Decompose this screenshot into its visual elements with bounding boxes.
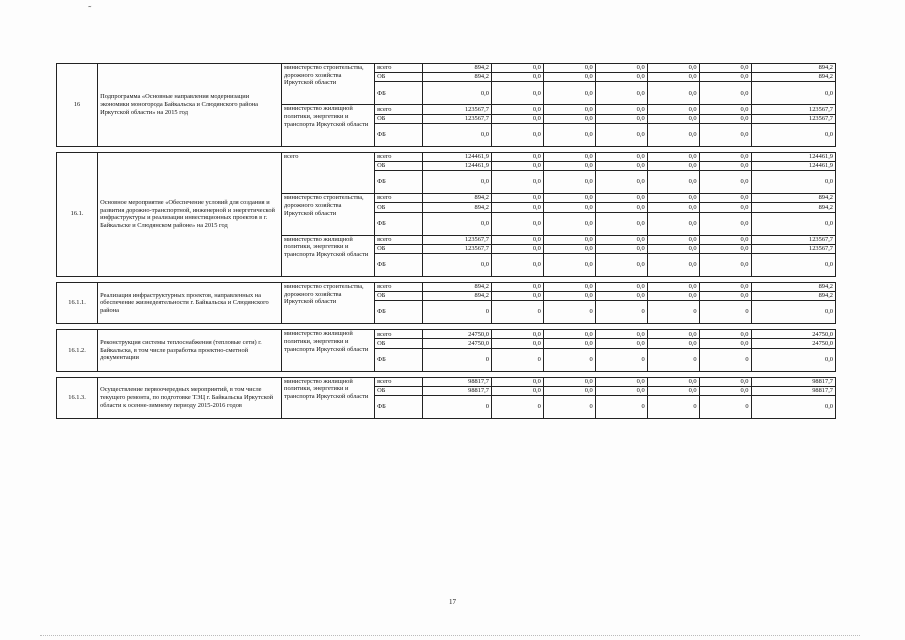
amount-cell: 24750,0	[751, 339, 835, 348]
amount-cell: 0,0	[595, 339, 647, 348]
amount-cell: 0,0	[699, 330, 751, 339]
funding-source: ФБ	[375, 253, 423, 276]
amount-cell: 0	[543, 301, 595, 324]
amount-cell: 0,0	[491, 82, 543, 105]
amount-cell: 0,0	[422, 212, 491, 235]
amount-cell: 0,0	[543, 152, 595, 161]
amount-cell: 0,0	[543, 105, 595, 114]
row-code: 16.1.3.	[57, 377, 98, 418]
amount-cell: 0,0	[699, 212, 751, 235]
amount-cell: 0,0	[647, 105, 699, 114]
amount-cell: 0,0	[491, 377, 543, 386]
executor: министерство жилищной политики, энергетики и транспорта Иркутской области	[282, 330, 375, 371]
amount-cell: 124461,9	[422, 161, 491, 170]
amount-cell: 0	[491, 301, 543, 324]
amount-cell: 124461,9	[751, 152, 835, 161]
amount-cell: 123567,7	[751, 235, 835, 244]
amount-cell: 0,0	[647, 244, 699, 253]
amount-cell: 894,2	[751, 64, 835, 73]
amount-cell: 0	[491, 396, 543, 419]
row-code: 16	[57, 64, 98, 147]
amount-cell: 0,0	[647, 64, 699, 73]
amount-cell: 0,0	[647, 212, 699, 235]
amount-cell: 0,0	[543, 377, 595, 386]
row-code: 16.1.	[57, 152, 98, 276]
amount-cell: 0,0	[699, 73, 751, 82]
funding-source: ОБ	[375, 292, 423, 301]
amount-cell: 124461,9	[422, 152, 491, 161]
amount-cell: 894,2	[422, 292, 491, 301]
amount-cell: 123567,7	[751, 244, 835, 253]
amount-cell: 0,0	[647, 377, 699, 386]
amount-cell: 0	[422, 301, 491, 324]
executor: министерство строительства, дорожного хозяйства Иркутской области	[282, 64, 375, 105]
amount-cell: 894,2	[422, 64, 491, 73]
amount-cell: 0	[699, 348, 751, 371]
executor: министерство строительства, дорожного хозяйства Иркутской области	[282, 194, 375, 235]
amount-cell: 98817,7	[751, 377, 835, 386]
amount-cell: 98817,7	[422, 386, 491, 395]
amount-cell: 0	[647, 396, 699, 419]
amount-cell: 894,2	[751, 203, 835, 212]
table-row	[57, 282, 836, 291]
executor: министерство жилищной политики, энергетики и транспорта Иркутской области	[282, 105, 375, 146]
table-row	[57, 64, 836, 73]
amount-cell: 0,0	[491, 73, 543, 82]
amount-cell: 0,0	[699, 377, 751, 386]
amount-cell: 0,0	[699, 64, 751, 73]
amount-cell: 123567,7	[422, 114, 491, 123]
amount-cell: 0,0	[491, 114, 543, 123]
amount-cell: 894,2	[751, 194, 835, 203]
amount-cell: 24750,0	[422, 339, 491, 348]
amount-cell: 0,0	[543, 212, 595, 235]
amount-cell: 0,0	[699, 244, 751, 253]
amount-cell: 0,0	[647, 282, 699, 291]
amount-cell: 0,0	[491, 386, 543, 395]
funding-source: ОБ	[375, 339, 423, 348]
amount-cell: 0,0	[491, 339, 543, 348]
amount-cell: 0,0	[647, 171, 699, 194]
amount-cell: 894,2	[422, 73, 491, 82]
amount-cell: 0,0	[491, 123, 543, 146]
amount-cell: 0,0	[422, 82, 491, 105]
amount-cell: 0,0	[491, 212, 543, 235]
amount-cell: 0,0	[491, 105, 543, 114]
amount-cell: 0,0	[751, 171, 835, 194]
table-row	[57, 330, 836, 339]
row-name: Подпрограмма «Основные направления модернизации экономики моногорода Байкальска и Слюдянского района Иркутской области» на 2015 год	[98, 64, 282, 147]
amount-cell: 0,0	[491, 282, 543, 291]
amount-cell: 0,0	[699, 152, 751, 161]
amount-cell: 0,0	[595, 235, 647, 244]
amount-cell: 0,0	[422, 123, 491, 146]
amount-cell: 0,0	[751, 301, 835, 324]
row-name: Осуществление первоочередных мероприятий, в том числе текущего ремонта, по подготовке ТЭЦ г. Байкальска Иркутской области к осенне-зимнему периоду 2015-2016 годов	[98, 377, 282, 418]
amount-cell: 0	[491, 348, 543, 371]
amount-cell: 0,0	[595, 161, 647, 170]
amount-cell: 0,0	[751, 348, 835, 371]
amount-cell: 0,0	[491, 292, 543, 301]
amount-cell: 0	[699, 301, 751, 324]
funding-source: ОБ	[375, 161, 423, 170]
amount-cell: 0,0	[595, 282, 647, 291]
amount-cell: 0,0	[699, 292, 751, 301]
amount-cell: 0	[422, 396, 491, 419]
amount-cell: 0,0	[595, 171, 647, 194]
amount-cell: 0,0	[595, 330, 647, 339]
funding-source: ОБ	[375, 244, 423, 253]
amount-cell: 0,0	[647, 386, 699, 395]
amount-cell: 0,0	[543, 330, 595, 339]
amount-cell: 0	[699, 396, 751, 419]
funding-source: ФБ	[375, 82, 423, 105]
funding-source: всего	[375, 282, 423, 291]
amount-cell: 0,0	[491, 253, 543, 276]
amount-cell: 894,2	[751, 73, 835, 82]
amount-cell: 0	[595, 301, 647, 324]
amount-cell: 0,0	[491, 235, 543, 244]
amount-cell: 0,0	[595, 253, 647, 276]
executor: министерство строительства, дорожного хозяйства Иркутской области	[282, 282, 375, 323]
amount-cell: 0,0	[647, 235, 699, 244]
amount-cell: 0,0	[699, 114, 751, 123]
amount-cell: 0,0	[751, 212, 835, 235]
funding-source: всего	[375, 64, 423, 73]
amount-cell: 0	[422, 348, 491, 371]
amount-cell: 0,0	[543, 82, 595, 105]
amount-cell: 0,0	[595, 292, 647, 301]
amount-cell: 123567,7	[422, 105, 491, 114]
row-name: Реконструкция системы теплоснабжения (тепловые сети) г. Байкальска, в том числе разработка проектно-сметной документации	[98, 330, 282, 371]
amount-cell: 24750,0	[751, 330, 835, 339]
amount-cell: 0,0	[699, 339, 751, 348]
amount-cell: 0,0	[491, 64, 543, 73]
amount-cell: 0,0	[751, 123, 835, 146]
amount-cell: 0,0	[543, 244, 595, 253]
amount-cell: 0,0	[751, 253, 835, 276]
amount-cell: 0,0	[595, 64, 647, 73]
funding-source: всего	[375, 194, 423, 203]
amount-cell: 0,0	[647, 114, 699, 123]
page-number: 17	[449, 598, 456, 606]
amount-cell: 0,0	[647, 82, 699, 105]
amount-cell: 0,0	[595, 194, 647, 203]
amount-cell: 0,0	[751, 82, 835, 105]
amount-cell: 0,0	[595, 152, 647, 161]
row-name: Реализация инфраструктурных проектов, направленных на обеспечение жизнедеятельности г. Байкальска и Слюдянского района	[98, 282, 282, 323]
amount-cell: 0,0	[543, 161, 595, 170]
amount-cell: 0,0	[699, 171, 751, 194]
amount-cell: 0,0	[543, 282, 595, 291]
amount-cell: 0,0	[543, 194, 595, 203]
amount-cell: 0,0	[543, 386, 595, 395]
amount-cell: 0,0	[699, 194, 751, 203]
amount-cell: 123567,7	[751, 105, 835, 114]
amount-cell: 0,0	[595, 203, 647, 212]
amount-cell: 0,0	[699, 235, 751, 244]
amount-cell: 123567,7	[422, 235, 491, 244]
amount-cell: 0,0	[595, 244, 647, 253]
amount-cell: 123567,7	[751, 114, 835, 123]
amount-cell: 0,0	[647, 194, 699, 203]
amount-cell: 0,0	[647, 292, 699, 301]
amount-cell: 0,0	[647, 152, 699, 161]
funding-source: всего	[375, 105, 423, 114]
amount-cell: 0,0	[699, 161, 751, 170]
amount-cell: 894,2	[422, 282, 491, 291]
funding-source: ФБ	[375, 396, 423, 419]
executor: всего	[282, 152, 375, 193]
funding-source: ФБ	[375, 171, 423, 194]
funding-source: ФБ	[375, 212, 423, 235]
funding-source: ОБ	[375, 73, 423, 82]
budget-table	[56, 63, 836, 419]
amount-cell: 0,0	[647, 123, 699, 146]
amount-cell: 0,0	[647, 161, 699, 170]
amount-cell: 0,0	[491, 152, 543, 161]
funding-source: ОБ	[375, 114, 423, 123]
funding-source: ОБ	[375, 203, 423, 212]
amount-cell: 894,2	[751, 292, 835, 301]
amount-cell: 0,0	[543, 171, 595, 194]
amount-cell: 24750,0	[422, 330, 491, 339]
amount-cell: 0	[647, 301, 699, 324]
amount-cell: 0,0	[595, 123, 647, 146]
amount-cell: 0,0	[595, 114, 647, 123]
amount-cell: 0,0	[491, 330, 543, 339]
funding-source: ФБ	[375, 301, 423, 324]
amount-cell: 0,0	[647, 73, 699, 82]
amount-cell: 0,0	[422, 253, 491, 276]
table-row	[57, 377, 836, 386]
amount-cell: 0,0	[543, 203, 595, 212]
amount-cell: 0,0	[699, 386, 751, 395]
amount-cell: 0,0	[595, 386, 647, 395]
amount-cell: 124461,9	[751, 161, 835, 170]
amount-cell: 0,0	[491, 194, 543, 203]
amount-cell: 0,0	[595, 105, 647, 114]
amount-cell: 0	[595, 348, 647, 371]
scan-edge-noise	[40, 631, 860, 636]
amount-cell: 0,0	[491, 171, 543, 194]
amount-cell: 0,0	[699, 282, 751, 291]
amount-cell: 0,0	[543, 123, 595, 146]
amount-cell: 0,0	[595, 73, 647, 82]
amount-cell: 123567,7	[422, 244, 491, 253]
funding-source: ФБ	[375, 123, 423, 146]
executor: министерство жилищной политики, энергетики и транспорта Иркутской области	[282, 235, 375, 276]
amount-cell: 98817,7	[751, 386, 835, 395]
funding-source: всего	[375, 235, 423, 244]
amount-cell: 0	[647, 348, 699, 371]
amount-cell: 98817,7	[422, 377, 491, 386]
amount-cell: 0,0	[595, 377, 647, 386]
funding-source: всего	[375, 330, 423, 339]
amount-cell: 0	[543, 396, 595, 419]
amount-cell: 0,0	[543, 73, 595, 82]
amount-cell: 0,0	[491, 244, 543, 253]
amount-cell: 0,0	[647, 203, 699, 212]
amount-cell: 0,0	[647, 330, 699, 339]
funding-source: ОБ	[375, 386, 423, 395]
scan-mark: ˜	[88, 5, 92, 16]
amount-cell: 0,0	[543, 339, 595, 348]
amount-cell: 0,0	[699, 123, 751, 146]
executor: министерство жилищной политики, энергетики и транспорта Иркутской области	[282, 377, 375, 418]
amount-cell: 0	[595, 396, 647, 419]
amount-cell: 0,0	[543, 292, 595, 301]
amount-cell: 0,0	[699, 253, 751, 276]
amount-cell: 0,0	[422, 171, 491, 194]
amount-cell: 0,0	[699, 82, 751, 105]
amount-cell: 0,0	[647, 253, 699, 276]
amount-cell: 0,0	[595, 82, 647, 105]
amount-cell: 894,2	[751, 282, 835, 291]
table-row	[57, 152, 836, 161]
amount-cell: 0,0	[491, 161, 543, 170]
amount-cell: 0,0	[543, 64, 595, 73]
amount-cell: 0,0	[543, 235, 595, 244]
row-name: Основное мероприятие «Обеспечение условий для создания и развития дорожно-транспортной, инженерной и энергетической инфраструктуры и реализации инвестиционных проектов в г. Байкальске и Слюдянском районе» на 2015 год	[98, 152, 282, 276]
amount-cell: 0,0	[491, 203, 543, 212]
amount-cell: 0,0	[699, 203, 751, 212]
funding-source: всего	[375, 152, 423, 161]
funding-source: ФБ	[375, 348, 423, 371]
amount-cell: 894,2	[422, 194, 491, 203]
amount-cell: 0,0	[647, 339, 699, 348]
amount-cell: 894,2	[422, 203, 491, 212]
amount-cell: 0,0	[543, 114, 595, 123]
amount-cell: 0,0	[699, 105, 751, 114]
funding-source: всего	[375, 377, 423, 386]
row-code: 16.1.1.	[57, 282, 98, 323]
row-code: 16.1.2.	[57, 330, 98, 371]
amount-cell: 0,0	[543, 253, 595, 276]
amount-cell: 0	[543, 348, 595, 371]
amount-cell: 0,0	[751, 396, 835, 419]
amount-cell: 0,0	[595, 212, 647, 235]
